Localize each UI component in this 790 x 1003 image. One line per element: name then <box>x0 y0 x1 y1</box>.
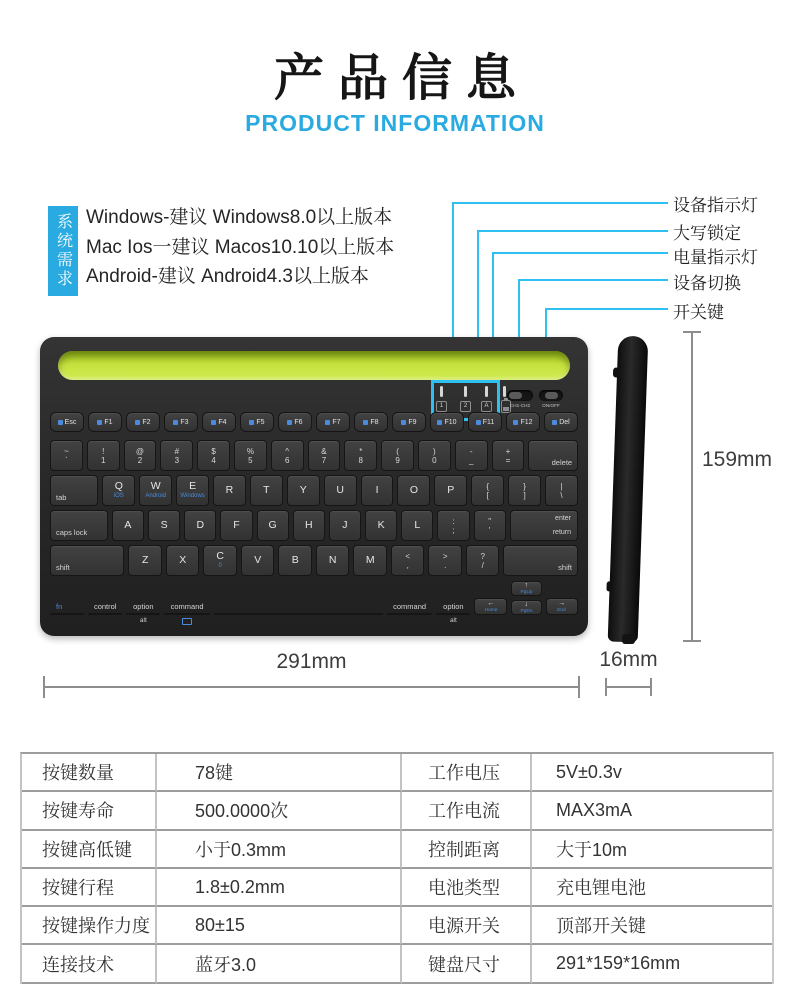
keyboard-row <box>50 440 578 471</box>
search-icon <box>173 420 178 425</box>
arrow-icon: ↓ <box>524 601 528 608</box>
callout-line <box>545 308 668 310</box>
callout-label: 开关键 <box>673 303 724 322</box>
key-option <box>126 602 160 624</box>
key-o <box>397 475 430 506</box>
key-label: . <box>444 560 447 570</box>
key-label: shift <box>558 563 572 572</box>
key-sublabel: alt <box>139 617 147 624</box>
key-f <box>220 510 252 541</box>
key-f5 <box>240 412 274 432</box>
lock-icon <box>552 420 557 425</box>
height-dimension-label: 159mm <box>702 448 773 471</box>
key-f3 <box>164 412 198 432</box>
key-pgdn <box>511 600 542 615</box>
sysreq-line-mac: Mac Ios一建议 Macos10.10以上版本 <box>86 236 395 258</box>
key-symbol <box>391 545 425 576</box>
channel-switch-label: CH1-CH2 <box>509 404 531 409</box>
key-sublabel: PgUp <box>520 589 533 595</box>
key-d <box>184 510 216 541</box>
key-label: > <box>442 551 448 561</box>
key-label: _ <box>468 455 474 465</box>
keyboard-side-view <box>608 336 649 643</box>
key-p <box>434 475 467 506</box>
key-label: - <box>469 446 473 456</box>
key-label: } <box>523 481 526 491</box>
spec-label: 电池类型 <box>402 869 532 907</box>
spec-value: 5V±0.3v <box>532 754 772 792</box>
key-label: I <box>375 484 379 496</box>
key-sublabel: Windows <box>180 493 205 499</box>
height-dimension-line <box>691 331 693 642</box>
key-r <box>213 475 246 506</box>
key-label: N <box>328 554 337 566</box>
key-label: caps lock <box>56 528 88 537</box>
key-label: F3 <box>180 418 189 426</box>
channel-switch-button <box>507 390 533 401</box>
fast-forward-icon <box>401 420 406 425</box>
key-sublabel: Home <box>484 607 498 613</box>
key-symbol <box>197 440 230 471</box>
spec-value: 大于10m <box>532 831 772 869</box>
spec-label: 按键行程 <box>22 869 157 907</box>
key-label: : <box>452 516 455 526</box>
key-l <box>401 510 433 541</box>
spec-label: 按键高低键 <box>22 831 157 869</box>
key-label: & <box>321 446 327 456</box>
key-sublabel: Android <box>145 493 167 499</box>
key-label: [ <box>486 490 489 500</box>
key-t <box>250 475 283 506</box>
key-f7 <box>316 412 350 432</box>
key-label: | <box>560 481 563 491</box>
callout-line <box>477 230 668 232</box>
key-label: ( <box>396 446 399 456</box>
key-label: ` <box>65 455 68 465</box>
key-s <box>148 510 180 541</box>
key-v <box>241 545 275 576</box>
key-label: U <box>336 484 344 496</box>
key-label: = <box>505 455 511 465</box>
key-symbol <box>344 440 377 471</box>
key-symbol <box>234 440 267 471</box>
spec-value: 充电锂电池 <box>532 869 772 907</box>
key-label: 2 <box>137 455 143 465</box>
spec-label: 键盘尺寸 <box>402 945 532 983</box>
spec-value: 80±15 <box>157 907 402 945</box>
key-f9 <box>392 412 426 432</box>
key-label: @ <box>135 446 145 456</box>
key-label: H <box>304 519 313 531</box>
key-label: ; <box>452 525 455 535</box>
cursor-icon <box>211 420 216 425</box>
key-esc <box>50 412 84 432</box>
key-label: 7 <box>321 455 327 465</box>
key-sublabel: iOS <box>113 493 124 499</box>
key-n <box>316 545 350 576</box>
key-label: option <box>443 602 464 611</box>
key-label: control <box>93 602 117 611</box>
key-label: F10 <box>444 418 457 426</box>
spec-label: 连接技术 <box>22 945 157 983</box>
key-label: # <box>174 446 180 456</box>
arrow-icon: ↑ <box>524 582 528 589</box>
spec-table <box>20 752 774 984</box>
key-android <box>139 475 172 506</box>
key-label: 1 <box>100 455 106 465</box>
key-label: ? <box>480 551 485 561</box>
key-f12 <box>506 412 540 432</box>
callout-label: 电量指示灯 <box>673 248 758 267</box>
key-home <box>474 598 507 615</box>
key-capslock <box>50 510 108 541</box>
apps-icon <box>135 420 140 425</box>
key-label: F5 <box>256 418 265 426</box>
switch-knob <box>509 392 522 399</box>
key-label: + <box>505 446 511 456</box>
key-sublabel: 0 <box>218 563 222 569</box>
key-symbol <box>466 545 500 576</box>
key-command <box>164 602 209 615</box>
callout-line <box>452 202 668 204</box>
key-label: M <box>365 554 375 566</box>
keyboard-side-foot <box>622 634 635 644</box>
key-label: K <box>377 519 385 531</box>
key-sublabel: PgDn <box>520 608 533 614</box>
key-option <box>436 602 470 624</box>
key-f4 <box>202 412 236 432</box>
key-label: \ <box>560 490 563 500</box>
spec-label: 按键数量 <box>22 754 157 792</box>
key-symbol <box>308 440 341 471</box>
key-symbol <box>455 440 488 471</box>
key-a <box>112 510 144 541</box>
key-label: F8 <box>370 418 379 426</box>
play-pause-icon <box>363 420 368 425</box>
key-label: V <box>254 554 262 566</box>
key-label: 0 <box>432 455 437 465</box>
key-label: ) <box>433 446 436 456</box>
key-z <box>128 545 162 576</box>
spec-label: 按键操作力度 <box>22 907 157 945</box>
spec-value: 500.0000次 <box>157 792 402 830</box>
key-0 <box>203 545 237 576</box>
key-symbol <box>492 440 525 471</box>
key-label: F9 <box>408 418 417 426</box>
spec-label: 电源开关 <box>402 907 532 945</box>
spec-value: MAX3mA <box>532 792 772 830</box>
key-label: Z <box>142 554 149 566</box>
depth-dimension-line <box>605 686 652 688</box>
key-label: delete <box>551 458 573 467</box>
key-label: ] <box>523 490 526 500</box>
system-requirements-text <box>86 203 394 292</box>
key-delete <box>528 440 578 471</box>
key-shift <box>503 545 577 576</box>
key-label: $ <box>211 446 216 456</box>
key-space <box>214 613 383 615</box>
key-label: A <box>124 519 132 531</box>
key-f1 <box>88 412 122 432</box>
callout-label: 设备指示灯 <box>673 196 758 215</box>
power-button <box>539 390 563 401</box>
key-symbol <box>474 510 506 541</box>
key-ios <box>102 475 135 506</box>
led-label-1: 1 <box>436 401 447 412</box>
command-icon <box>182 618 192 625</box>
key-label: ' <box>488 525 491 535</box>
key-label: S <box>160 519 168 531</box>
key-label: shift <box>56 563 70 572</box>
spec-value: 蓝牙3.0 <box>157 945 402 983</box>
key-label: E <box>189 480 197 492</box>
spec-value: 291*159*16mm <box>532 945 772 983</box>
power-button-label: ON/OFF <box>542 404 560 409</box>
key-label: command <box>170 602 204 611</box>
key-label: F4 <box>218 418 227 426</box>
key-label: F11 <box>482 418 495 426</box>
spec-label: 按键寿命 <box>22 792 157 830</box>
document-icon <box>249 420 254 425</box>
key-symbol <box>471 475 504 506</box>
key-fn <box>50 602 84 615</box>
key-label: B <box>291 554 299 566</box>
volume-down-icon <box>476 420 481 425</box>
key-label: ! <box>102 446 105 456</box>
key-h <box>293 510 325 541</box>
key-label: return <box>552 529 572 536</box>
key-label: % <box>246 446 254 456</box>
key-command <box>387 602 432 615</box>
spec-label: 工作电流 <box>402 792 532 830</box>
key-label: O <box>409 484 418 496</box>
key-symbol <box>437 510 469 541</box>
key-label: J <box>342 519 348 531</box>
key-label: Q <box>114 480 123 492</box>
keyboard-row <box>50 510 578 541</box>
arrow-key-stack <box>511 581 542 615</box>
key-symbol <box>381 440 414 471</box>
spec-label: 工作电压 <box>402 754 532 792</box>
power-knob <box>545 392 558 399</box>
keyboard-front-view <box>40 337 588 636</box>
sysreq-line-android: Android-建议 Android4.3以上版本 <box>86 266 369 287</box>
key-shift <box>50 545 124 576</box>
key-label: T <box>263 484 270 496</box>
key-enter <box>510 510 578 541</box>
key-label: G <box>268 519 277 531</box>
key-symbol <box>545 475 578 506</box>
led-label-caps: A <box>481 401 492 412</box>
key-label: Y <box>299 484 307 496</box>
width-dimension-line <box>43 686 580 688</box>
key-f10 <box>430 412 464 432</box>
sysreq-line-windows: Windows-建议 Windows8.0以上版本 <box>86 207 393 228</box>
key-symbol <box>50 440 83 471</box>
arrow-icon: ← <box>487 600 495 607</box>
key-sublabel: alt <box>449 617 457 624</box>
key-symbol <box>160 440 193 471</box>
key-label: enter <box>555 515 572 522</box>
keyboard-row <box>50 475 578 506</box>
key-label: L <box>414 519 421 531</box>
key-f6 <box>278 412 312 432</box>
key-label: F1 <box>104 418 113 426</box>
key-label: F12 <box>520 418 533 426</box>
key-symbol <box>87 440 120 471</box>
volume-up-icon <box>513 420 518 425</box>
page-subtitle: PRODUCT INFORMATION <box>245 110 545 136</box>
key-i <box>361 475 394 506</box>
callout-line <box>492 252 668 254</box>
callout-label: 设备切换 <box>673 274 741 293</box>
callout-line <box>518 279 668 281</box>
spec-value: 小于0.3mm <box>157 831 402 869</box>
key-symbol <box>508 475 541 506</box>
key-label: R <box>225 484 234 496</box>
key-label: tab <box>56 493 67 502</box>
key-x <box>166 545 200 576</box>
key-label: ^ <box>285 446 290 456</box>
key-g <box>257 510 289 541</box>
key-f8 <box>354 412 388 432</box>
key-label: 6 <box>284 455 290 465</box>
spec-value: 顶部开关键 <box>532 907 772 945</box>
key-label: 3 <box>174 455 180 465</box>
key-symbol <box>271 440 304 471</box>
key-del <box>544 412 578 432</box>
callout-label: 大写锁定 <box>673 224 741 243</box>
key-u <box>324 475 357 506</box>
key-f11 <box>468 412 502 432</box>
key-label: X <box>179 554 187 566</box>
spec-value: 1.8±0.2mm <box>157 869 402 907</box>
key-control <box>88 602 122 615</box>
spec-label: 控制距离 <box>402 831 532 869</box>
key-label: W <box>150 480 161 492</box>
key-label: F6 <box>294 418 303 426</box>
key-k <box>365 510 397 541</box>
page-title: 产品信息 <box>274 50 530 106</box>
key-label: 5 <box>248 455 253 465</box>
key-label: / <box>481 560 484 570</box>
key-label: Esc <box>64 418 77 426</box>
arrow-icon: → <box>558 600 566 607</box>
esc-icon <box>58 420 63 425</box>
system-requirements-tag: 系统需求 <box>48 206 78 296</box>
key-area <box>50 412 578 624</box>
key-j <box>329 510 361 541</box>
key-label: fn <box>56 602 63 611</box>
key-m <box>353 545 387 576</box>
led-label-2: 2 <box>460 401 471 412</box>
keyboard-row <box>50 581 578 624</box>
key-pgup <box>511 581 542 596</box>
key-label: C <box>216 550 225 562</box>
battery-led <box>503 386 506 397</box>
key-label: * <box>359 446 363 456</box>
key-label: < <box>405 551 411 561</box>
key-symbol <box>418 440 451 471</box>
key-b <box>278 545 312 576</box>
key-label: F7 <box>332 418 341 426</box>
key-windows <box>176 475 209 506</box>
keyboard-row <box>50 412 578 432</box>
key-label: option <box>133 602 154 611</box>
key-label: " <box>488 516 492 526</box>
key-end <box>546 598 579 615</box>
spec-value: 78键 <box>157 754 402 792</box>
key-label: , <box>406 560 409 570</box>
tablet-stand-slot <box>58 351 570 380</box>
key-symbol <box>124 440 157 471</box>
undo-icon <box>97 420 102 425</box>
rewind-icon <box>325 420 330 425</box>
key-sublabel: End <box>557 607 567 613</box>
key-label: F2 <box>142 418 151 426</box>
keyboard-row <box>50 545 578 576</box>
lock-icon <box>287 420 292 425</box>
key-symbol <box>428 545 462 576</box>
mute-icon <box>437 420 442 425</box>
key-label: Del <box>559 418 570 426</box>
key-label: command <box>393 602 427 611</box>
key-y <box>287 475 320 506</box>
key-label: { <box>486 481 490 491</box>
key-f2 <box>126 412 160 432</box>
key-label: D <box>196 519 205 531</box>
depth-dimension-label: 16mm <box>599 648 658 671</box>
key-label: 8 <box>358 455 363 465</box>
key-label: 9 <box>395 455 400 465</box>
key-tab <box>50 475 98 506</box>
key-label: 4 <box>211 455 216 465</box>
key-label: P <box>447 484 455 496</box>
width-dimension-label: 291mm <box>276 650 347 673</box>
key-label: F <box>233 519 240 531</box>
key-label: ~ <box>64 446 69 456</box>
